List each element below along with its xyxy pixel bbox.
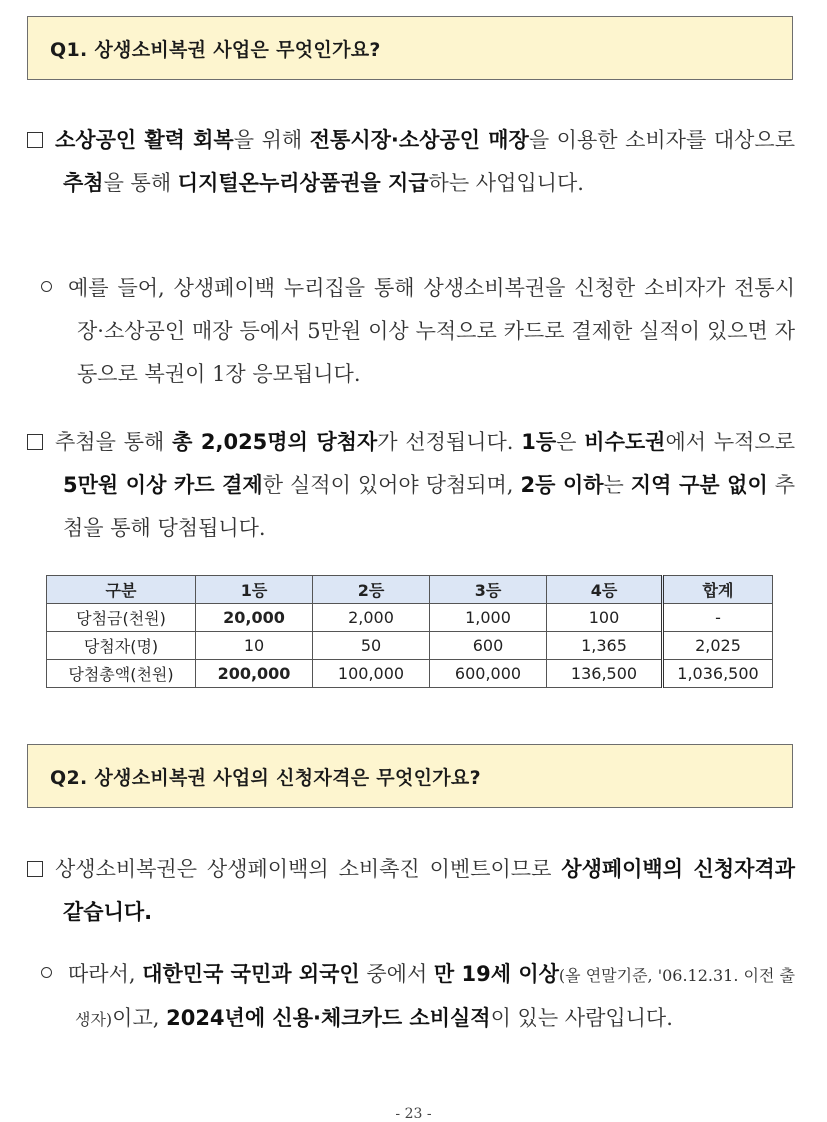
- q1-p3-text-2: 가 선정됩니다.: [377, 430, 522, 454]
- table-cell: 1,036,500: [663, 660, 773, 688]
- q2-p2-bold-3: 2024년에 신용·체크카드 소비실적: [166, 1006, 491, 1030]
- table-cell: 100: [547, 604, 663, 632]
- q2-p2-text-3: 이고,: [112, 1006, 167, 1030]
- table-cell: 1,365: [547, 632, 663, 660]
- q1-p1-bold-3: 추첨: [63, 171, 104, 195]
- q1-p1-bold-1: 소상공인 활력 회복: [55, 128, 234, 152]
- prize-table: [46, 575, 773, 688]
- q2-p2-text-2: 중에서: [359, 962, 434, 986]
- q2-paragraph-2: [41, 953, 795, 1041]
- table-cell: 10: [196, 632, 313, 660]
- table-header-row: [47, 576, 773, 604]
- q1-p3-bold-3: 비수도권: [584, 430, 666, 454]
- page-number: - 23 -: [395, 1106, 432, 1122]
- q2-p2-text-1: 따라서,: [68, 962, 143, 986]
- q1-p1-bold-2: 전통시장·소상공인 매장: [309, 128, 529, 152]
- table-cell: 600,000: [430, 660, 547, 688]
- q1-p1-bold-4: 디지털온누리상품권을 지급: [177, 171, 429, 195]
- table-cell: 1,000: [430, 604, 547, 632]
- table-header-cell: 3등: [430, 576, 547, 604]
- q1-paragraph-3: [27, 421, 795, 550]
- table-cell: 당첨총액(천원): [47, 660, 196, 688]
- q1-p3-text-5: 한 실적이 있어야 당첨되며,: [262, 473, 521, 497]
- q2-p1-text-1: 상생소비복권은 상생페이백의 소비촉진 이벤트이므로: [55, 857, 562, 881]
- q1-p1-text-4: 하는 사업입니다.: [428, 171, 584, 195]
- q2-title: Q2. 상생소비복권 사업의 신청자격은 무엇인가요?: [50, 766, 481, 789]
- table-cell: -: [663, 604, 773, 632]
- q2-p2-bold-1: 대한민국 국민과 외국인: [142, 962, 360, 986]
- q2-p2-text-4: 이 있는 사람입니다.: [490, 1006, 673, 1030]
- q1-title-box: [27, 16, 793, 80]
- table-cell: 20,000: [196, 604, 313, 632]
- q1-paragraph-2: [41, 267, 795, 396]
- table-header-cell: 2등: [313, 576, 430, 604]
- q2-paragraph-1: [27, 848, 795, 934]
- table-cell: 600: [430, 632, 547, 660]
- table-cell: 2,025: [663, 632, 773, 660]
- q1-p3-bold-5: 2등 이하: [520, 473, 604, 497]
- q1-p3-text-7: 추첨을 통해 당첨됩니다.: [63, 473, 795, 540]
- checkbox-square-icon: [27, 434, 43, 450]
- q1-p3-text-4: 에서 누적으로: [665, 430, 796, 454]
- q2-p1-bold-1: 상생페이백의 신청자격과 같습니다.: [63, 857, 795, 924]
- q1-p3-bold-1: 총 2,025명의 당첨자: [172, 430, 378, 454]
- table-cell: 2,000: [313, 604, 430, 632]
- q1-p1-text-3: 을 통해: [103, 171, 178, 195]
- checkbox-square-icon: [27, 132, 43, 148]
- checkbox-square-icon: [27, 861, 43, 877]
- q1-p1-text-2: 을 이용한 소비자를 대상으로: [528, 128, 795, 152]
- table-cell: 50: [313, 632, 430, 660]
- table-row: [47, 660, 773, 688]
- bullet-circle-icon: [41, 967, 52, 978]
- q1-p1-text-1: 을 위해: [233, 128, 310, 152]
- q2-p2-note: (올 연말기준, '06.12.31. 이전 출생자): [75, 966, 795, 1029]
- table-header-cell: 1등: [196, 576, 313, 604]
- q2-title-box: [27, 744, 793, 808]
- q2-p2-bold-2: 만 19세 이상: [433, 962, 559, 986]
- q1-p3-text-1: 추첨을 통해: [55, 430, 173, 454]
- table-cell: 당첨자(명): [47, 632, 196, 660]
- q1-title: Q1. 상생소비복권 사업은 무엇인가요?: [50, 38, 381, 61]
- table-cell: 100,000: [313, 660, 430, 688]
- q1-p3-bold-2: 1등: [521, 430, 557, 454]
- table-header-cell: 4등: [547, 576, 663, 604]
- table-cell: 200,000: [196, 660, 313, 688]
- table-header-cell: 합계: [663, 576, 773, 604]
- q1-p2-text: 예를 들어, 상생페이백 누리집을 통해 상생소비복권을 신청한 소비자가 전통시장·소상공인 매장 등에서 5만원 이상 누적으로 카드로 결제한 실적이 있으면 자동으로 복권이 1장 응모됩니다.: [68, 276, 795, 386]
- q1-p3-text-6: 는: [603, 473, 631, 497]
- q1-p3-text-3: 은: [556, 430, 585, 454]
- q1-paragraph-1: [27, 119, 795, 205]
- bullet-circle-icon: [41, 281, 52, 292]
- table-cell: 136,500: [547, 660, 663, 688]
- table-header-cell: 구분: [47, 576, 196, 604]
- table-row: [47, 604, 773, 632]
- table-row: [47, 632, 773, 660]
- q1-p3-bold-6: 지역 구분 없이: [630, 473, 768, 497]
- table-cell: 당첨금(천원): [47, 604, 196, 632]
- q1-p3-bold-4: 5만원 이상 카드 결제: [63, 473, 263, 497]
